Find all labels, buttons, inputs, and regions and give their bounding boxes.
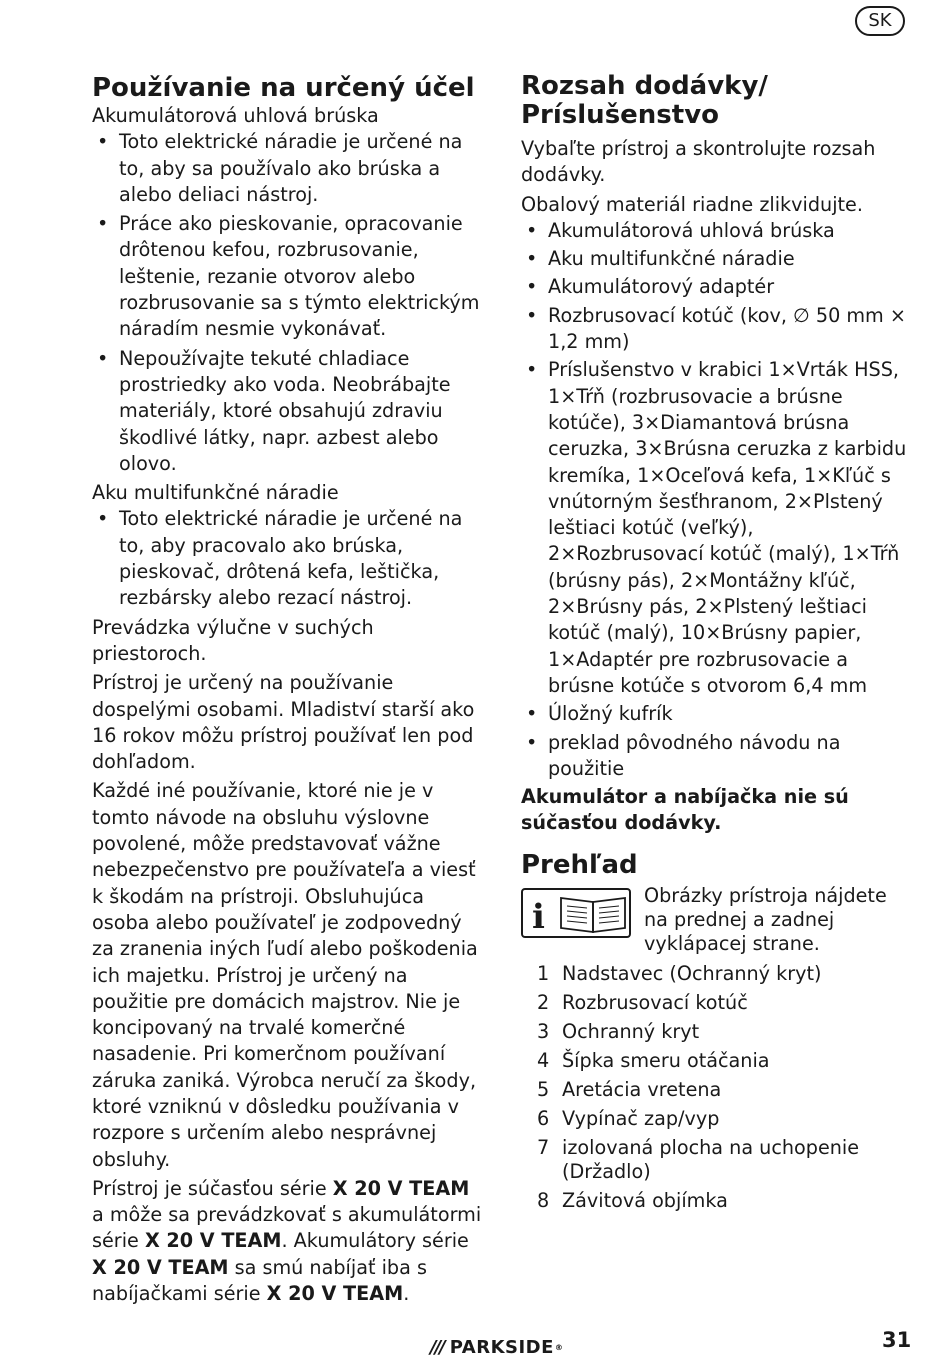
part-label: Nadstavec (Ochranný kryt)	[562, 961, 822, 985]
series-name: X 20 V TEAM	[266, 1282, 404, 1306]
text-span: sa smú nabíjať iba s nabíjačkami série	[92, 1255, 427, 1306]
list-item: • Aku multifunkčné náradie	[521, 246, 913, 272]
part-number: 4	[537, 1048, 550, 1072]
logo-brand: PARKSIDE	[449, 1336, 554, 1358]
list-item: • Toto elektrické náradie je určené na to, aby sa používalo ako brúska a alebo deliaci nástroj.	[92, 129, 482, 208]
logo-registered-mark: ®	[554, 1342, 564, 1352]
language-badge: SK	[855, 6, 905, 36]
list-item: • preklad pôvodného návodu na použitie	[521, 730, 913, 783]
part-label: Šípka smeru otáčania	[562, 1048, 770, 1072]
text-span: a môže sa prevádzkovať s akumulátormi série	[92, 1203, 482, 1253]
other-use-paragraph: Každé iné používanie, ktoré nie je v tomto návode na obsluhu výslovne povolené, môže predstavovať vážne nebezpečenstvo pre používateľa a viesť k škodám na prístroji. Obsluhujúca osoba alebo používateľ je zodpovedný za zranenia iných ľudí alebo poškodenia ich majetku. Prístroj je určený na použitie pre domácich majstrov. Nie je koncipovaný na trvalé komerčné nasadenie. Pri komerčnom používaní záruka zaniká. Výrobca neručí za škody, ktoré vzniknú v dôsledku používania v rozpore s určením alebo nesprávnej obsluhy.	[92, 779, 478, 1171]
series-name: X 20 V TEAM	[144, 1229, 282, 1253]
logo-slashes: ///	[430, 1336, 444, 1358]
part-number: 3	[537, 1019, 550, 1043]
part-number: 8	[537, 1188, 550, 1212]
list-item	[521, 1136, 913, 1184]
list-item: • Úložný kufrík	[521, 701, 913, 727]
list-item	[521, 1020, 913, 1044]
intended-use-heading: Používanie na určený účel	[92, 73, 475, 103]
part-label: Aretácia vretena	[562, 1077, 722, 1101]
part-number: 1	[537, 961, 550, 985]
adults-paragraph: Prístroj je určený na používanie dospelými osobami. Mladiství starší ako 16 rokov môžu prístroj používať len pod dohľadom.	[92, 671, 475, 774]
list-item	[521, 991, 913, 1015]
text-span: Prístroj je súčasťou série	[92, 1176, 333, 1200]
part-number: 7	[537, 1135, 550, 1159]
list-item: • Akumulátorová uhlová brúska	[521, 218, 913, 244]
text-span: . Akumulátory série	[281, 1229, 469, 1253]
subheading-angle-grinder: Akumulátorová uhlová brúska	[92, 104, 379, 127]
unpack-paragraph: Vybaľte prístroj a skontrolujte rozsah dodávky.	[521, 137, 876, 187]
part-number: 5	[537, 1077, 550, 1101]
list-item	[521, 1107, 913, 1131]
text-span: .	[403, 1282, 410, 1306]
part-number: 2	[537, 990, 550, 1014]
dry-rooms-paragraph: Prevádzka výlučne v suchých priestoroch.	[92, 615, 374, 665]
page-number: 31	[882, 1328, 912, 1352]
multitool-bullets	[92, 506, 482, 611]
scope-of-delivery-heading: Rozsah dodávky/ Príslušenstvo	[521, 71, 768, 130]
series-name: X 20 V TEAM	[332, 1176, 470, 1200]
list-item: • Práce ako pieskovanie, opracovanie drôtenou kefou, rozbrusovanie, leštenie, rezanie otvorov alebo rozbrusovanie sa s týmto elektrickým náradím nesmie vykonávať.	[92, 211, 482, 342]
part-label: izolovaná plocha na uchopenie (Držadlo)	[562, 1135, 860, 1183]
part-label: Rozbrusovací kotúč	[562, 990, 748, 1014]
not-included-note: Akumulátor a nabíjačka nie sú súčasťou dodávky.	[521, 785, 849, 835]
parkside-logo	[430, 1336, 563, 1358]
list-item: • Akumulátorový adaptér	[521, 274, 913, 300]
list-item: • Príslušenstvo v krabici 1×Vrták HSS, 1×Tŕň (rozbrusovacie a brúsne kotúče), 3×Diamantová brúsna ceruzka, 3×Brúsna ceruzka z karbidu kremíka, 1×Oceľová kefa, 1×Kľúč s vnútorným šesťhranom, 2×Plstený leštiaci kotúč (veľký), 2×Rozbrusovací kotúč (malý), 1×Tŕň (brúsny pás), 2×Montážny kľúč, 2×Brúsny pás, 2×Plstený leštiaci kotúč (malý), 10×Brúsny papier, 1×Adaptér pre rozbrusovacie a brúsne kotúče s otvorom 6,4 mm	[521, 357, 913, 699]
right-column	[521, 72, 913, 1218]
parts-list	[521, 962, 913, 1213]
overview-heading: Prehľad	[521, 849, 638, 880]
series-paragraph	[92, 1176, 482, 1307]
series-name: X 20 V TEAM	[92, 1255, 229, 1279]
subheading-multitool: Aku multifunkčné náradie	[92, 481, 339, 505]
packaging-paragraph: Obalový materiál riadne zlikvidujte.	[521, 192, 863, 216]
info-block	[521, 884, 913, 954]
part-number: 6	[537, 1106, 550, 1130]
delivery-items-list	[521, 218, 913, 782]
list-item	[521, 1189, 913, 1213]
list-item: • Rozbrusovací kotúč (kov, ∅ 50 mm × 1,2 mm)	[521, 303, 913, 356]
part-label: Ochranný kryt	[562, 1019, 700, 1043]
list-item: • Toto elektrické náradie je určené na to, aby pracovalo ako brúska, pieskovač, drôtená kefa, leštička, rezbársky alebo rezací nástroj.	[92, 506, 482, 611]
left-column	[92, 72, 482, 1307]
angle-grinder-bullets	[92, 129, 482, 477]
info-manual-icon	[521, 888, 631, 938]
info-text: Obrázky prístroja nájdete na prednej a zadnej vyklápacej strane.	[644, 883, 887, 955]
list-item	[521, 1078, 913, 1102]
list-item	[521, 1049, 913, 1073]
list-item: • Nepoužívajte tekuté chladiace prostriedky ako voda. Neobrábajte materiály, ktoré obsahujú zdraviu škodlivé látky, napr. azbest alebo olovo.	[92, 346, 482, 477]
list-item	[521, 962, 913, 986]
part-label: Závitová objímka	[562, 1188, 728, 1212]
svg-text:i: i	[532, 896, 545, 937]
part-label: Vypínač zap/vyp	[562, 1106, 720, 1130]
